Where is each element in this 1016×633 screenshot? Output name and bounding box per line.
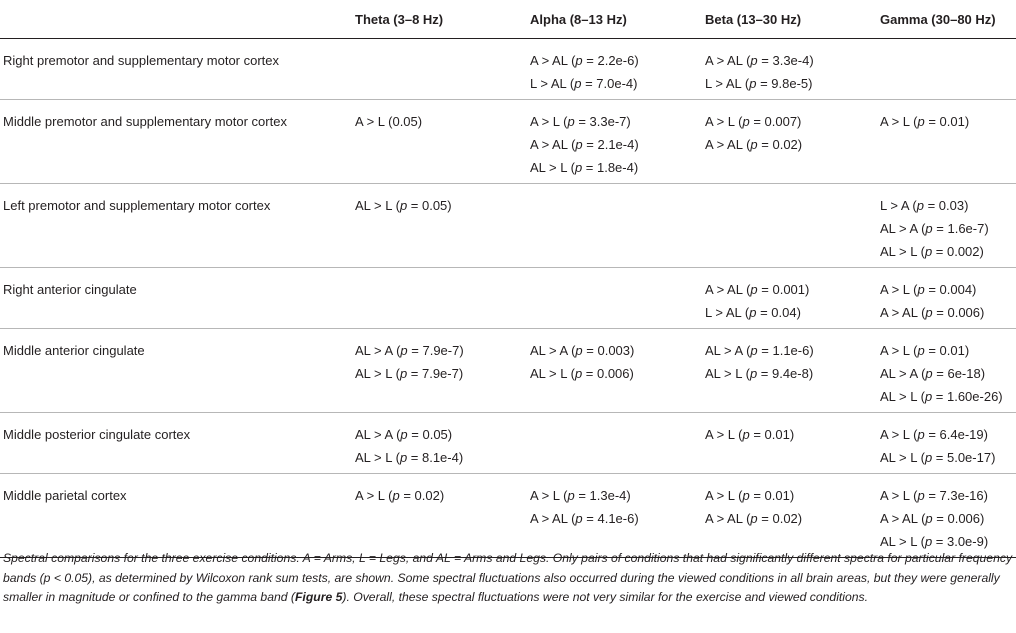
p-symbol: p (925, 221, 933, 236)
comparison-label: AL > L ( (880, 450, 925, 465)
header-row (0, 0, 1016, 39)
p-symbol: p (575, 53, 583, 68)
comparison-entry (880, 427, 1016, 450)
p-symbol: p (750, 53, 758, 68)
p-value: = 0.02) (757, 137, 803, 152)
p-value: = 9.4e-8) (757, 366, 814, 381)
comparison-label: AL > A ( (530, 343, 576, 358)
p-value: = 4.1e-6) (582, 511, 639, 526)
p-symbol: p (749, 366, 758, 381)
p-value: = 7.9e-7) (407, 366, 464, 381)
comparison-entry (880, 511, 1016, 534)
p-value: = 0.02) (757, 511, 803, 526)
p-value: = 7.0e-4) (581, 76, 638, 91)
region-cell (0, 100, 355, 184)
comparison-entry (530, 53, 705, 76)
p-symbol: p (750, 511, 758, 526)
comparison-entry (355, 114, 530, 137)
table-row (0, 329, 1016, 413)
region-label: Middle premotor and supplementary motor cortex (3, 114, 287, 129)
p-symbol: p (742, 488, 750, 503)
comparison-label: L > AL ( (705, 76, 750, 91)
comparison-entry (880, 114, 1016, 137)
p-value: = 0.006) (932, 305, 985, 320)
comparison-entry (880, 198, 1016, 221)
p-value: = 0.01) (924, 114, 970, 129)
p-value: = 5.0e-17) (932, 450, 996, 465)
comparison-entry (880, 221, 1016, 244)
p-symbol: p (750, 137, 758, 152)
p-symbol: p (574, 366, 583, 381)
gamma-cell (880, 413, 1016, 474)
p-value: = 9.8e-5) (756, 76, 813, 91)
comparison-label: AL > L ( (355, 198, 400, 213)
beta-cell (705, 268, 880, 329)
comparison-label: A > L ( (880, 427, 918, 442)
p-symbol: p (925, 305, 933, 320)
beta-cell (705, 39, 880, 100)
region-cell (0, 268, 355, 329)
region-label: Middle anterior cingulate (3, 343, 145, 358)
comparison-entry (530, 511, 705, 534)
p-symbol: p (924, 244, 933, 259)
region-cell (0, 39, 355, 100)
comparison-entry (530, 366, 705, 389)
comparison-entry (530, 160, 705, 183)
beta-cell (705, 413, 880, 474)
region-label: Middle parietal cortex (3, 488, 127, 503)
comparison-entry (705, 53, 880, 76)
p-symbol: p (925, 366, 933, 381)
beta-cell (705, 329, 880, 413)
comparison-label: A > AL ( (705, 53, 751, 68)
comparison-label: A > L ( (705, 114, 743, 129)
comparison-label: AL > L ( (705, 366, 750, 381)
p-value: = 3.0e-9) (932, 534, 989, 549)
region-cell (0, 329, 355, 413)
p-symbol: p (917, 488, 925, 503)
comparison-entry (355, 488, 530, 511)
comparison-label: A > AL ( (530, 511, 576, 526)
p-symbol: p (399, 450, 408, 465)
p-value: = 0.002) (932, 244, 984, 259)
alpha-cell (530, 268, 705, 329)
theta-cell (355, 268, 530, 329)
comparison-entry (530, 488, 705, 511)
comparison-label: AL > L ( (355, 450, 400, 465)
region-cell (0, 413, 355, 474)
alpha-cell (530, 184, 705, 268)
region-cell (0, 474, 355, 558)
p-value: = 0.05) (407, 198, 452, 213)
p-value: = 0.03) (923, 198, 969, 213)
p-value: = 7.9e-7) (407, 343, 464, 358)
beta-cell (705, 184, 880, 268)
p-symbol: p (392, 488, 400, 503)
comparison-label: AL > A ( (355, 427, 401, 442)
comparison-label: A > L ( (530, 114, 568, 129)
table-row (0, 474, 1016, 558)
theta-cell (355, 39, 530, 100)
comparison-entry (355, 198, 530, 221)
comparison-entry (880, 389, 1016, 412)
comparison-label: AL > A ( (880, 366, 926, 381)
comparison-label: AL > L ( (530, 366, 575, 381)
table-row (0, 268, 1016, 329)
comparison-entry (355, 427, 530, 450)
p-symbol: p (924, 534, 933, 549)
comparison-entry (705, 511, 880, 534)
p-value: = 6.4e-19) (924, 427, 988, 442)
table-row (0, 184, 1016, 268)
table-caption (3, 549, 1013, 608)
header-gamma: Gamma (30–80 Hz) (880, 0, 1016, 39)
p-symbol: p (400, 343, 408, 358)
region-label: Middle posterior cingulate cortex (3, 427, 191, 442)
comparison-entry (880, 343, 1016, 366)
p-symbol: p (925, 511, 933, 526)
p-value: = 1.8e-4) (582, 160, 639, 175)
p-symbol: p (567, 488, 575, 503)
theta-cell (355, 413, 530, 474)
p-symbol: p (924, 389, 933, 404)
comparison-label: A > L ( (880, 114, 918, 129)
p-value: = 0.003) (582, 343, 635, 358)
p-value: = 0.01) (924, 343, 970, 358)
table-row (0, 413, 1016, 474)
p-symbol: p (924, 450, 933, 465)
caption-text-end: ). Overall, these spectral fluctuations were not very similar for the exercise and viewed conditions. (342, 590, 869, 604)
comparison-label: AL > L ( (880, 534, 925, 549)
header-theta: Theta (3–8 Hz) (355, 0, 530, 39)
p-value: = 0.006) (932, 511, 985, 526)
comparison-label: A > L ( (705, 427, 743, 442)
p-symbol: p (917, 343, 925, 358)
p-symbol: p (750, 343, 758, 358)
comparison-label: AL > L ( (880, 244, 925, 259)
p-value: = 0.006) (582, 366, 634, 381)
comparison-label: A > AL ( (705, 511, 751, 526)
region-label: Right premotor and supplementary motor cortex (3, 53, 280, 68)
p-symbol: p (742, 427, 750, 442)
comparison-entry (880, 282, 1016, 305)
alpha-cell (530, 329, 705, 413)
comparison-entry (880, 488, 1016, 511)
p-value: = 1.60e-26) (932, 389, 1003, 404)
p-value: = 7.3e-16) (924, 488, 988, 503)
p-symbol: p (575, 511, 583, 526)
table-row (0, 100, 1016, 184)
p-value: = 0.02) (399, 488, 445, 503)
p-symbol: p (749, 76, 757, 91)
p-value: = 2.1e-4) (582, 137, 639, 152)
p-value: = 0.007) (749, 114, 802, 129)
comparison-label: L > A ( (880, 198, 917, 213)
region-label: Left premotor and supplementary motor cortex (3, 198, 271, 213)
comparison-label: A > L (0.05) (355, 114, 423, 129)
comparison-entry (705, 343, 880, 366)
p-value: = 6e-18) (932, 366, 986, 381)
comparison-entry (880, 244, 1016, 267)
comparison-label: A > L ( (880, 343, 918, 358)
table-body (0, 39, 1016, 558)
p-symbol: p (575, 137, 583, 152)
figure-reference: Figure 5 (294, 590, 343, 604)
comparison-label: A > L ( (530, 488, 568, 503)
comparison-entry (705, 114, 880, 137)
beta-cell (705, 100, 880, 184)
comparison-label: AL > A ( (705, 343, 751, 358)
p-value: = 3.3e-4) (757, 53, 814, 68)
alpha-cell (530, 413, 705, 474)
p-value: = 1.1e-6) (757, 343, 814, 358)
comparison-entry (530, 76, 705, 99)
header-alpha: Alpha (8–13 Hz) (530, 0, 705, 39)
p-value: = 2.2e-6) (582, 53, 639, 68)
p-value: = 0.04) (756, 305, 801, 320)
p-symbol: p (574, 160, 583, 175)
comparison-label: A > AL ( (880, 511, 926, 526)
comparison-entry (355, 366, 530, 389)
caption-text: Spectral comparisons for the three exercise conditions. A = Arms, L = Legs, and AL = Arms and Legs. Only pairs of conditions that had significantly different spectra for particular frequency bands (p < 0.05), as determined by Wilcoxon rank sum tests, are shown. Some spectral fluctuations also occurred during the viewed conditions in all brain areas, but they were generally smaller in magnitude or confined to the gamma band ( (3, 551, 1013, 604)
gamma-cell (880, 329, 1016, 413)
comparison-entry (705, 282, 880, 305)
comparison-entry (705, 305, 880, 328)
comparison-entry (880, 450, 1016, 473)
comparison-label: A > AL ( (705, 282, 751, 297)
gamma-cell (880, 474, 1016, 558)
p-value: = 0.004) (924, 282, 977, 297)
comparison-label: A > AL ( (705, 137, 751, 152)
comparison-label: AL > A ( (880, 221, 926, 236)
p-value: = 0.05) (407, 427, 453, 442)
p-symbol: p (750, 282, 758, 297)
comparison-label: A > AL ( (530, 53, 576, 68)
region-cell (0, 184, 355, 268)
p-symbol: p (574, 76, 582, 91)
comparison-entry (705, 366, 880, 389)
table-row (0, 39, 1016, 100)
comparison-label: A > AL ( (530, 137, 576, 152)
comparison-entry (705, 137, 880, 160)
gamma-cell (880, 39, 1016, 100)
comparison-label: A > L ( (355, 488, 393, 503)
p-symbol: p (916, 198, 924, 213)
p-symbol: p (742, 114, 750, 129)
comparison-entry (530, 343, 705, 366)
comparison-entry (355, 450, 530, 473)
comparison-label: AL > L ( (880, 389, 925, 404)
p-symbol: p (917, 427, 925, 442)
comparison-entry (705, 427, 880, 450)
p-symbol: p (567, 114, 575, 129)
theta-cell (355, 329, 530, 413)
comparison-label: AL > L ( (355, 366, 400, 381)
comparison-entry (530, 137, 705, 160)
p-symbol: p (749, 305, 757, 320)
p-value: = 1.3e-4) (574, 488, 631, 503)
p-symbol: p (917, 114, 925, 129)
p-value: = 0.01) (749, 488, 795, 503)
table-header (0, 0, 1016, 39)
p-value: = 0.01) (749, 427, 795, 442)
comparison-label: AL > A ( (355, 343, 401, 358)
p-value: = 1.6e-7) (932, 221, 989, 236)
p-symbol: p (399, 198, 408, 213)
theta-cell (355, 184, 530, 268)
p-symbol: p (917, 282, 925, 297)
comparison-label: L > AL ( (705, 305, 750, 320)
comparison-entry (705, 76, 880, 99)
comparison-label: A > AL ( (880, 305, 926, 320)
beta-cell (705, 474, 880, 558)
alpha-cell (530, 100, 705, 184)
gamma-cell (880, 268, 1016, 329)
gamma-cell (880, 100, 1016, 184)
p-symbol: p (399, 366, 408, 381)
theta-cell (355, 474, 530, 558)
comparison-entry (705, 488, 880, 511)
comparison-entry (880, 366, 1016, 389)
comparison-label: AL > L ( (530, 160, 575, 175)
comparison-label: A > L ( (880, 488, 918, 503)
comparison-entry (530, 114, 705, 137)
p-value: = 0.001) (757, 282, 810, 297)
p-symbol: p (400, 427, 408, 442)
region-label: Right anterior cingulate (3, 282, 137, 297)
comparison-entry (880, 305, 1016, 328)
comparison-label: A > L ( (880, 282, 918, 297)
alpha-cell (530, 474, 705, 558)
comparison-label: L > AL ( (530, 76, 575, 91)
gamma-cell (880, 184, 1016, 268)
theta-cell (355, 100, 530, 184)
comparison-entry (355, 343, 530, 366)
p-symbol: p (575, 343, 583, 358)
p-value: = 8.1e-4) (407, 450, 464, 465)
header-beta: Beta (13–30 Hz) (705, 0, 880, 39)
alpha-cell (530, 39, 705, 100)
comparison-label: A > L ( (705, 488, 743, 503)
header-region (0, 0, 355, 39)
p-value: = 3.3e-7) (574, 114, 631, 129)
